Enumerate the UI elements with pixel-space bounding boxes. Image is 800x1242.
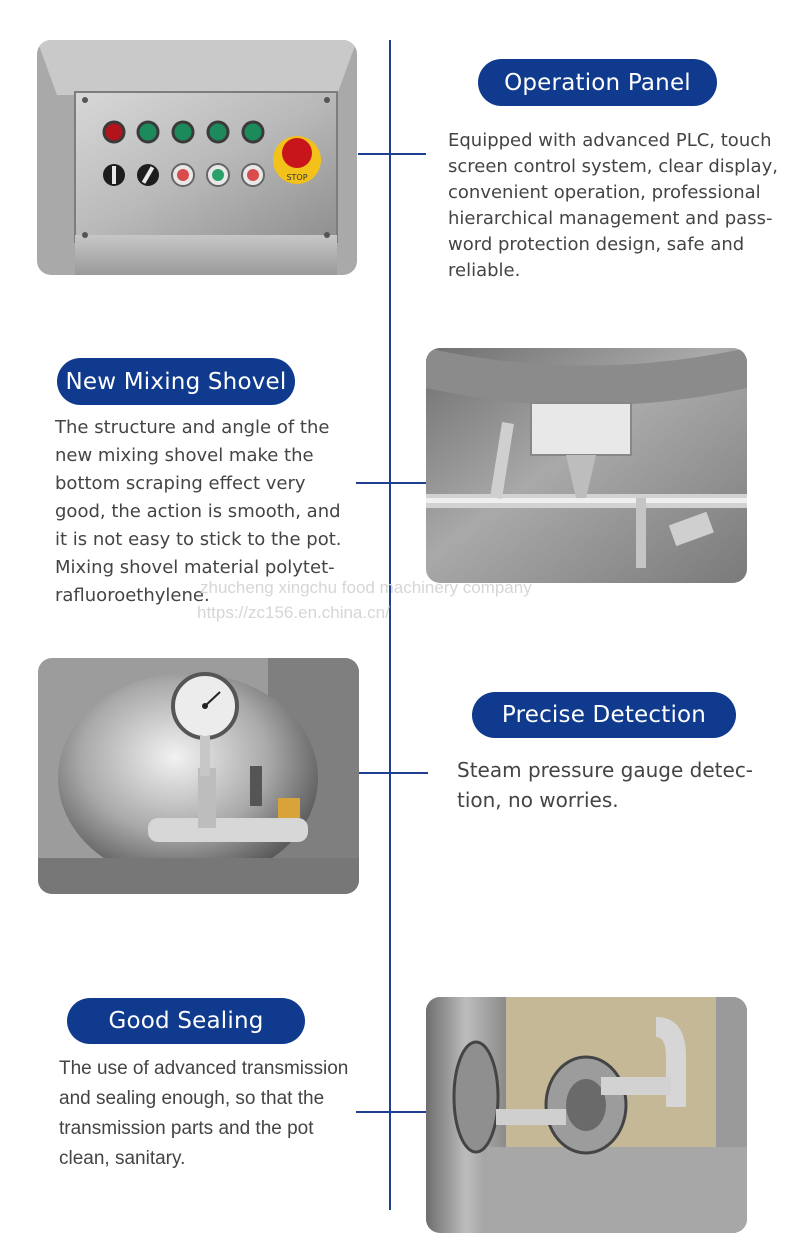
- precise-detection-photo: [38, 658, 359, 894]
- mixing-shovel-title: New Mixing Shovel: [57, 358, 295, 405]
- operation-panel-description: Equipped with advanced PLC, touch screen control system, clear display, convenient operation, professional hierarchical management and pass-word protection design, safe and reliable.: [448, 130, 778, 281]
- connector-good-sealing: [356, 1111, 426, 1113]
- mixing-shovel-description: The structure and angle of the new mixing shovel make the bottom scraping effect very good, the action is smooth, and it is not easy to stick to the pot. Mixing shovel material polytet-rafluoroethylene.: [55, 417, 342, 606]
- connector-mixing-shovel: [356, 482, 426, 484]
- watermark-url: https://zc156.en.china.cn/: [197, 603, 390, 622]
- watermark-company: zhucheng xingchu food machinery company: [200, 578, 532, 597]
- good-sealing-title: Good Sealing: [67, 998, 305, 1044]
- connector-operation-panel: [358, 153, 426, 155]
- operation-panel-title: Operation Panel: [478, 59, 717, 106]
- timeline-line: [389, 40, 391, 1210]
- mixing-shovel-illustration: [426, 348, 747, 583]
- connector-precise-detection: [358, 772, 428, 774]
- pressure-gauge-illustration: [38, 658, 359, 894]
- precise-detection-title: Precise Detection: [472, 692, 736, 738]
- precise-detection-description: Steam pressure gauge detec-tion, no worries.: [457, 758, 754, 812]
- good-sealing-photo: [426, 997, 747, 1233]
- good-sealing-description: The use of advanced transmission and sealing enough, so that the transmission parts and the pot clean, sanitary.: [59, 1058, 349, 1169]
- emergency-stop-icon: [273, 136, 321, 184]
- control-panel-illustration: [37, 40, 357, 275]
- sealing-flange-illustration: [426, 997, 747, 1233]
- mixing-shovel-photo: [426, 348, 747, 583]
- stop-label: STOP: [286, 173, 308, 182]
- operation-panel-photo: [37, 40, 357, 275]
